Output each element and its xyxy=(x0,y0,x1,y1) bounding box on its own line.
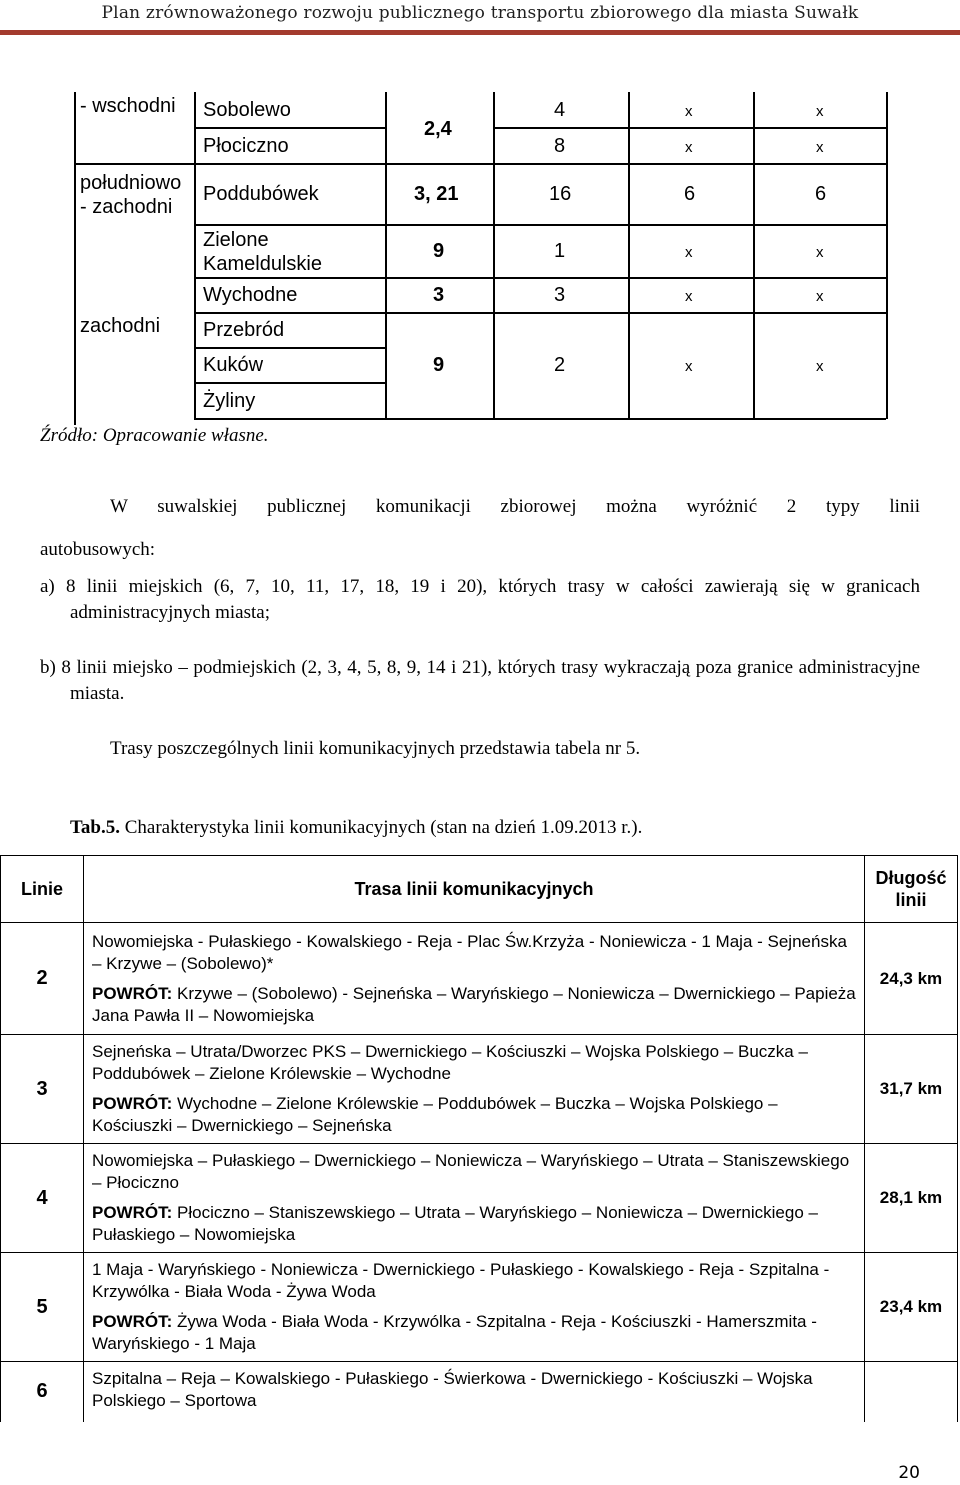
route-return xyxy=(92,1202,858,1246)
table-value: 4 xyxy=(554,99,566,121)
route-outbound: Nowomiejska – Pułaskiego – Dwernickiego – Noniewicza – Waryńskiego – Utrata – Staniszewskiego – Płociczno xyxy=(92,1151,850,1192)
table-row xyxy=(1,1144,958,1253)
table-row xyxy=(1,1035,958,1144)
table-row xyxy=(1,923,958,1035)
line-numbers: 9 xyxy=(433,354,445,376)
stop-name: Żyliny xyxy=(203,390,256,412)
return-text: Wychodne – Zielone Królewskie – Poddubówek – Buczka – Wojska Polskiego – Kościuszki – Dwernickiego – Sejneńska xyxy=(92,1094,778,1135)
top-table-line xyxy=(194,418,886,420)
line-number: 2 xyxy=(1,923,84,1035)
direction-label-line: południowo xyxy=(80,172,182,194)
line-length xyxy=(865,1362,958,1422)
route-return xyxy=(92,983,858,1027)
stop-name: Przebród xyxy=(203,319,285,341)
table-value: x xyxy=(816,288,824,305)
route-cell xyxy=(84,1253,865,1362)
routes-table xyxy=(0,855,958,1422)
top-table-line xyxy=(493,92,495,419)
line-number: 5 xyxy=(1,1253,84,1362)
intro-paragraph-continued: autobusowych: xyxy=(40,539,156,560)
route-return xyxy=(92,1093,858,1137)
line-numbers: 3, 21 xyxy=(414,183,459,205)
header-route: Trasa linii komunikacyjnych xyxy=(84,856,865,923)
list-item-a: a) 8 linii miejskich (6, 7, 10, 11, 17, 18, 19 i 20), których trasy w całości zawierają się w granicach administracyjnych miasta; xyxy=(40,576,920,623)
direction-label: - wschodni xyxy=(80,95,176,117)
route-outbound: Szpitalna – Reja – Kowalskiego - Pułaskiego - Świerkowa - Dwernickiego - Kościuszki – Wojska Polskiego – Sportowa xyxy=(92,1369,813,1410)
table-caption-text: Charakterystyka linii komunikacyjnych (stan na dzień 1.09.2013 r.). xyxy=(124,817,643,838)
table-value: 3 xyxy=(554,284,566,306)
line-length: 28,1 km xyxy=(865,1144,958,1253)
table-value: x xyxy=(685,288,693,305)
table-value: 6 xyxy=(684,183,696,205)
line-number: 4 xyxy=(1,1144,84,1253)
return-label: POWRÓT: xyxy=(92,1203,173,1222)
page-number: 20 xyxy=(898,1463,920,1483)
routes-table-header xyxy=(1,856,958,923)
top-table-line xyxy=(753,92,755,419)
stop-name: Płociczno xyxy=(203,135,289,157)
return-text: Płociczno – Staniszewskiego – Utrata – Waryńskiego – Noniewicza – Dwernickiego – Pułaskiego – Nowomiejska xyxy=(92,1203,818,1244)
line-number: 3 xyxy=(1,1035,84,1144)
top-table-line xyxy=(493,127,886,129)
direction-label: zachodni xyxy=(80,315,161,337)
table-caption-label: Tab.5. xyxy=(70,817,120,838)
top-table-line xyxy=(194,92,196,419)
stop-name xyxy=(203,228,322,276)
table-value: x xyxy=(685,358,693,375)
top-table-line xyxy=(385,92,387,419)
route-return xyxy=(92,1311,858,1355)
table-value: x xyxy=(816,139,824,156)
line-length: 24,3 km xyxy=(865,923,958,1035)
top-table-line xyxy=(74,163,886,165)
return-text: Żywa Woda - Biała Woda - Krzywólka - Szpitalna - Reja - Kościuszki - Hamerszmita - Waryńskiego - 1 Maja xyxy=(92,1312,817,1353)
route-outbound: Sejneńska – Utrata/Dworzec PKS – Dwernickiego – Kościuszki – Wojska Polskiego – Buczka – Poddubówek – Zielone Królewskie – Wychodne xyxy=(92,1042,808,1083)
table-value: x xyxy=(816,103,824,120)
line-length: 31,7 km xyxy=(865,1035,958,1144)
top-table-line xyxy=(628,92,630,419)
table-value: 6 xyxy=(815,183,827,205)
stop-name: Poddubówek xyxy=(203,183,319,205)
stop-name: Sobolewo xyxy=(203,99,291,121)
line-numbers: 9 xyxy=(433,240,445,262)
route-cell xyxy=(84,923,865,1035)
table-value: x xyxy=(685,103,693,120)
top-table-line xyxy=(194,277,886,279)
table-value: x xyxy=(816,358,824,375)
table-value: 2 xyxy=(554,354,566,376)
top-table-line xyxy=(194,347,385,349)
table-caption xyxy=(70,815,642,841)
return-label: POWRÓT: xyxy=(92,983,173,1003)
line-number: 6 xyxy=(1,1362,84,1422)
table-row xyxy=(1,1362,958,1422)
top-table-line xyxy=(886,92,888,419)
top-table-line xyxy=(194,312,886,314)
table-value: x xyxy=(685,244,693,261)
route-cell xyxy=(84,1144,865,1253)
route-cell xyxy=(84,1362,865,1422)
stop-name-line: Zielone xyxy=(203,229,269,251)
document-header: Plan zrównoważonego rozwoju publicznego transportu zbiorowego dla miasta Suwałk xyxy=(101,3,859,23)
return-text: Krzywe – (Sobolewo) - Sejneńska – Waryńskiego – Noniewicza – Dwernickiego – Papieża Jana Pawła II – Nowomiejska xyxy=(92,983,856,1025)
return-label: POWRÓT: xyxy=(92,1312,173,1331)
stop-name: Kuków xyxy=(203,354,264,376)
route-outbound: 1 Maja - Waryńskiego - Noniewicza - Dwernickiego - Pułaskiego - Kowalskiego - Reja - Szpitalna - Krzywólka - Biała Woda - Żywa Woda xyxy=(92,1260,830,1301)
return-label: POWRÓT: xyxy=(92,1094,173,1113)
table-value: x xyxy=(685,139,693,156)
header-rule xyxy=(0,30,960,35)
header-length: Długość linii xyxy=(865,856,958,923)
table-value: x xyxy=(816,244,824,261)
table-row xyxy=(1,1253,958,1362)
line-length: 23,4 km xyxy=(865,1253,958,1362)
intro-paragraph: W suwalskiej publicznej komunikacji zbiorowej można wyróżnić 2 typy linii xyxy=(110,496,920,517)
route-cell xyxy=(84,1035,865,1144)
list-item-b: b) 8 linii miejsko – podmiejskich (2, 3, 4, 5, 8, 9, 14 i 21), których trasy wykraczają poza granice administracyjne miasta. xyxy=(40,657,920,704)
stop-name: Wychodne xyxy=(203,284,298,306)
table-value: 16 xyxy=(549,183,572,205)
top-table-line xyxy=(194,224,886,226)
direction-label-line: - zachodni xyxy=(80,196,173,218)
direction-label xyxy=(80,171,181,219)
routes-intro: Trasy poszczególnych linii komunikacyjnych przedstawia tabela nr 5. xyxy=(110,738,641,759)
stop-name-line: Kameldulskie xyxy=(203,253,322,275)
top-table-line xyxy=(74,92,76,432)
line-numbers: 2,4 xyxy=(424,118,452,140)
top-table-line xyxy=(194,382,385,384)
top-table-line xyxy=(194,127,385,129)
route-outbound: Nowomiejska - Pułaskiego - Kowalskiego - Reja - Plac Św.Krzyża - Noniewicza - 1 Maja - Sejneńska – Krzywe – (Sobolewo)* xyxy=(92,931,847,973)
line-numbers: 3 xyxy=(433,284,445,306)
table-value: 1 xyxy=(554,240,566,262)
header-line: Linie xyxy=(1,856,84,923)
table-value: 8 xyxy=(554,135,566,157)
source-note: Źródło: Opracowanie własne. xyxy=(40,425,273,447)
